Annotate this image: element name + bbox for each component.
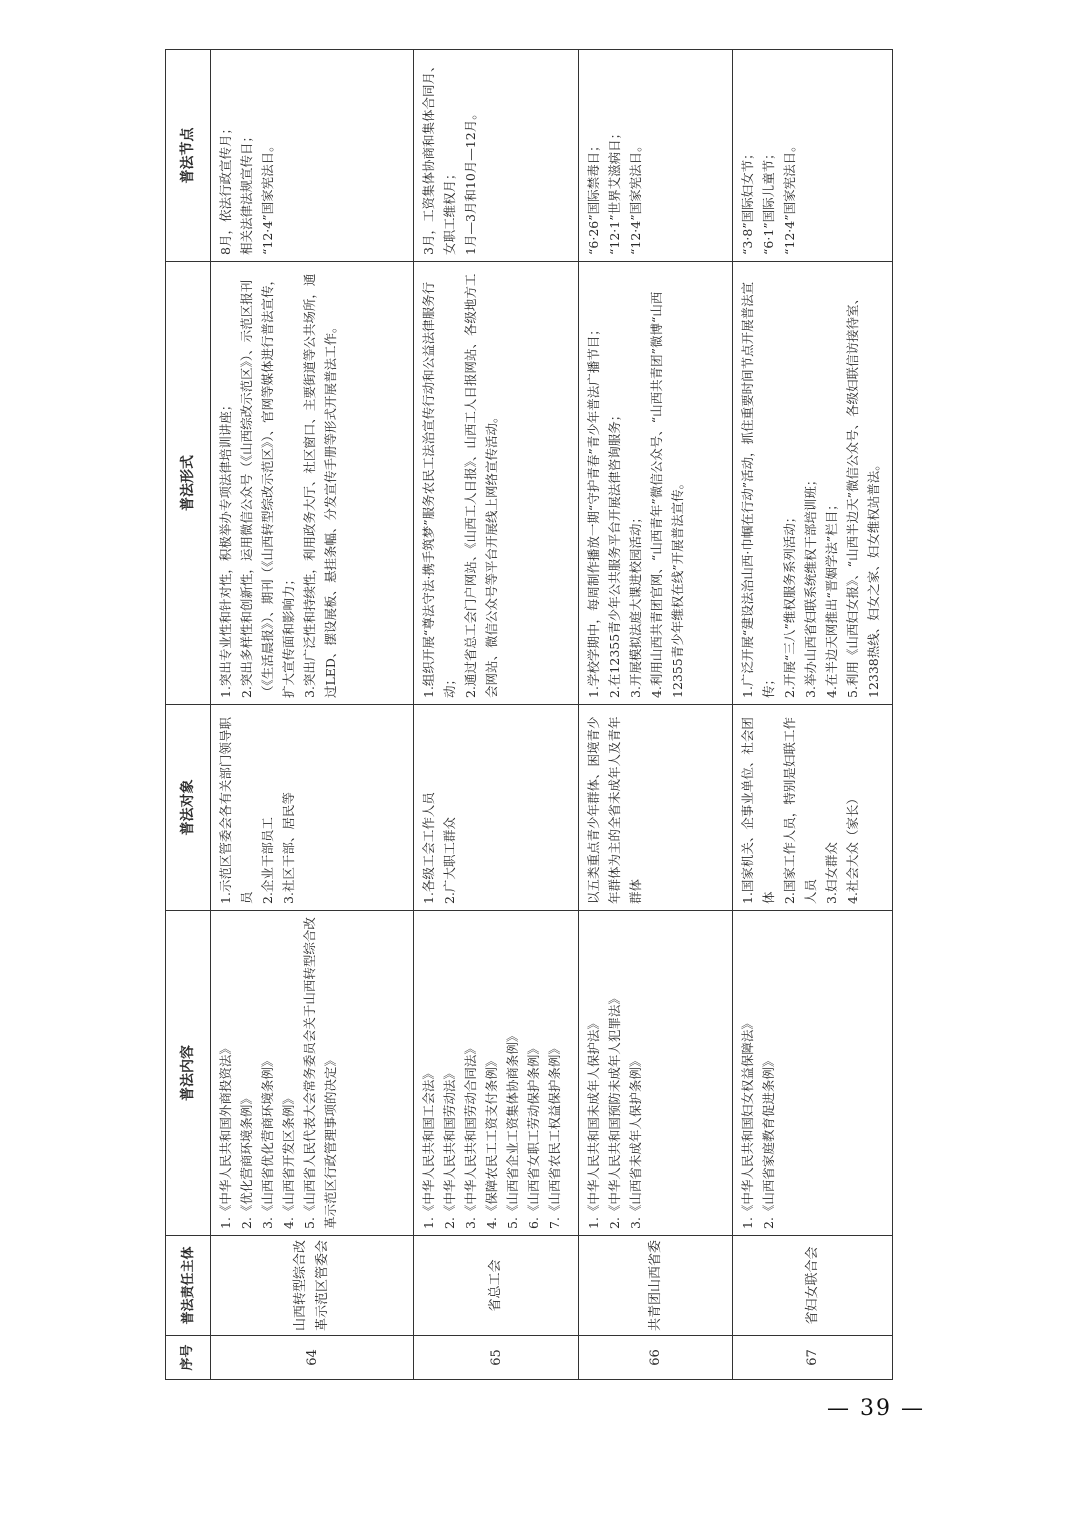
content-line: 7.《山西省农民工权益保护条例》	[547, 1042, 562, 1229]
content-line: 2.《中华人民共和国预防未成年人犯罪法》	[607, 992, 622, 1229]
content-line: 1.《中华人民共和国外商投资法》	[218, 1042, 233, 1229]
row-form	[211, 262, 414, 705]
page-number: — 39 —	[827, 1396, 925, 1421]
content-line: 2.《山西省家庭教育促进条例》	[761, 1054, 776, 1229]
legal-publicity-table	[165, 49, 893, 1380]
content-line: 2.《优化营商环境条例》	[239, 1092, 254, 1229]
node-line: “6·1”国际儿童节；	[761, 147, 776, 255]
row-body: 省总工会	[414, 1236, 579, 1336]
row-target	[579, 705, 733, 911]
content-line: 5.《山西省人民代表大会常务委员会关于山西转型综合改革示范区行政管理事项的决定》	[302, 917, 338, 1229]
row-body: 山西转型综合改革示范区管委会	[211, 1236, 414, 1336]
form-line: 1.学校学期中，每周制作播放一期“守护青春”青少年普法广播节目；	[586, 323, 601, 698]
form-line: 2.突出多样性和创新性，运用微信公众号（《山西综改示范区》）、示范区报刊（《生活晨报》）、期刊（《山西转型综改示范区》）、官网等媒体进行普法宣传，扩大宣传面和影响力；	[239, 272, 296, 698]
content-line: 1.《中华人民共和国妇女权益保障法》	[740, 1017, 755, 1229]
header-row	[166, 50, 211, 1380]
form-line: 1.广泛开展“建设法治山西·巾帼在行动”活动，抓住重要时间节点开展普法宣传；	[740, 281, 776, 698]
content-line: 4.《山西省开发区条例》	[281, 1092, 296, 1229]
row-num: 65	[414, 1336, 579, 1380]
row-target	[733, 705, 893, 911]
node-line: 相关法律法规宣传日；	[239, 129, 254, 255]
row-form	[579, 262, 733, 705]
content-line: 6.《山西省女职工劳动保护条例》	[526, 1042, 541, 1229]
node-line: “12·4”国家宪法日。	[260, 139, 275, 255]
form-line: 2.在12355青少年公共服务平台开展法律咨询服务；	[607, 408, 622, 698]
row-nodes	[579, 50, 733, 262]
target-line: 以五类重点青少年群体、困境青少年群体为主的全省未成年人及青年群体	[586, 716, 643, 904]
row-content	[211, 911, 414, 1236]
header-num: 序号	[166, 1336, 211, 1380]
table-row	[733, 50, 893, 1380]
table-row	[414, 50, 579, 1380]
node-line: “3·8”国际妇女节；	[740, 147, 755, 255]
content-line: 1.《中华人民共和国未成年人保护法》	[586, 1017, 601, 1229]
content-line: 4.《保障农民工工资支付条例》	[484, 1054, 499, 1229]
row-content	[579, 911, 733, 1236]
header-target: 普法对象	[166, 705, 211, 911]
row-content	[733, 911, 893, 1236]
node-line: “12·4”国家宪法日。	[628, 139, 643, 255]
content-line: 3.《山西省未成年人保护条例》	[628, 1054, 643, 1229]
content-line: 3.《山西省优化营商环境条例》	[260, 1054, 275, 1229]
target-line: 1.示范区管委会各有关部门领导职员	[218, 717, 254, 904]
target-line: 2.广大职工群众	[442, 817, 457, 904]
row-form	[733, 262, 893, 705]
row-target	[414, 705, 579, 911]
form-line: 4.在半边天网推出“晋姻学法”栏目；	[824, 498, 839, 698]
form-line: 3.突出广泛性和持续性，利用政务大厅、社区窗口、主要街道等公共场所，通过LED、摆设展板、悬挂条幅、分发宣传手册等形式开展普法工作。	[302, 273, 338, 698]
table-row	[579, 50, 733, 1380]
table-row	[211, 50, 414, 1380]
header-body: 普法责任主体	[166, 1236, 211, 1336]
row-nodes	[414, 50, 579, 262]
target-line: 1.各级工会工作人员	[421, 792, 436, 904]
row-target	[211, 705, 414, 911]
node-line: “12·4”国家宪法日。	[782, 139, 797, 255]
header-nodes: 普法节点	[166, 50, 211, 262]
content-line: 5.《山西省企业工资集体协商条例》	[505, 1029, 520, 1229]
header-form: 普法形式	[166, 262, 211, 705]
row-content	[414, 911, 579, 1236]
form-line: 1.组织开展“尊法守法·携手筑梦”服务农民工法治宣传行动和公益法律服务行动；	[421, 281, 457, 698]
content-line: 3.《中华人民共和国劳动合同法》	[463, 1042, 478, 1229]
form-line: 5.利用《山西妇女报》、“山西半边天”微信公众号、各级妇联信访接待室、12338热线、妇女之家、妇女维权站普法。	[845, 292, 881, 698]
form-line: 4.利用山西共青团官网、“山西青年”微信公众号、“山西共青团”微博“山西12355青少年维权在线”开展普法宣传。	[649, 291, 685, 698]
row-nodes	[211, 50, 414, 262]
row-body: 省妇女联合会	[733, 1236, 893, 1336]
row-num: 67	[733, 1336, 893, 1380]
row-form	[414, 262, 579, 705]
node-line: 8月，依法行政宣传月；	[218, 122, 233, 255]
target-line: 2.企业干部员工	[260, 817, 275, 904]
node-line: 1月—3月和10月—12月。	[463, 107, 478, 255]
rotated-table-container	[165, 50, 885, 1380]
target-line: 4.社会大众（家长）	[845, 792, 860, 904]
target-line: 3.社区干部、居民等	[281, 792, 296, 904]
target-line: 3.妇女群众	[824, 842, 839, 904]
row-body: 共青团山西省委	[579, 1236, 733, 1336]
form-line: 3.开展模拟法庭大课进校园活动；	[628, 511, 643, 698]
node-line: 3月，工资集体协商和集体合同月、女职工维权月；	[421, 59, 457, 255]
row-num: 64	[211, 1336, 414, 1380]
row-nodes	[733, 50, 893, 262]
form-line: 2.通过省总工会门户网站、《山西工人日报》、山西工人日报网站、各级地方工会网站、微信公众号等平台开展线上网络宣传活动。	[463, 273, 499, 698]
row-num: 66	[579, 1336, 733, 1380]
target-line: 1.国家机关、企事业单位、社会团体	[740, 717, 776, 904]
node-line: “6·26”国际禁毒日；	[586, 139, 601, 255]
content-line: 2.《中华人民共和国劳动法》	[442, 1067, 457, 1229]
target-line: 2.国家工作人员，特别是妇联工作人员	[782, 717, 818, 904]
form-line: 3.举办山西省妇联系统维权干部培训班；	[803, 473, 818, 698]
form-line: 2.开展“三八”维权服务系列活动；	[782, 510, 797, 698]
content-line: 1.《中华人民共和国工会法》	[421, 1067, 436, 1229]
form-line: 1.突出专业性和针对性，积极举办专项法律培训讲座；	[218, 398, 233, 698]
node-line: “12·1”世界艾滋病日；	[607, 126, 622, 255]
header-content: 普法内容	[166, 911, 211, 1236]
